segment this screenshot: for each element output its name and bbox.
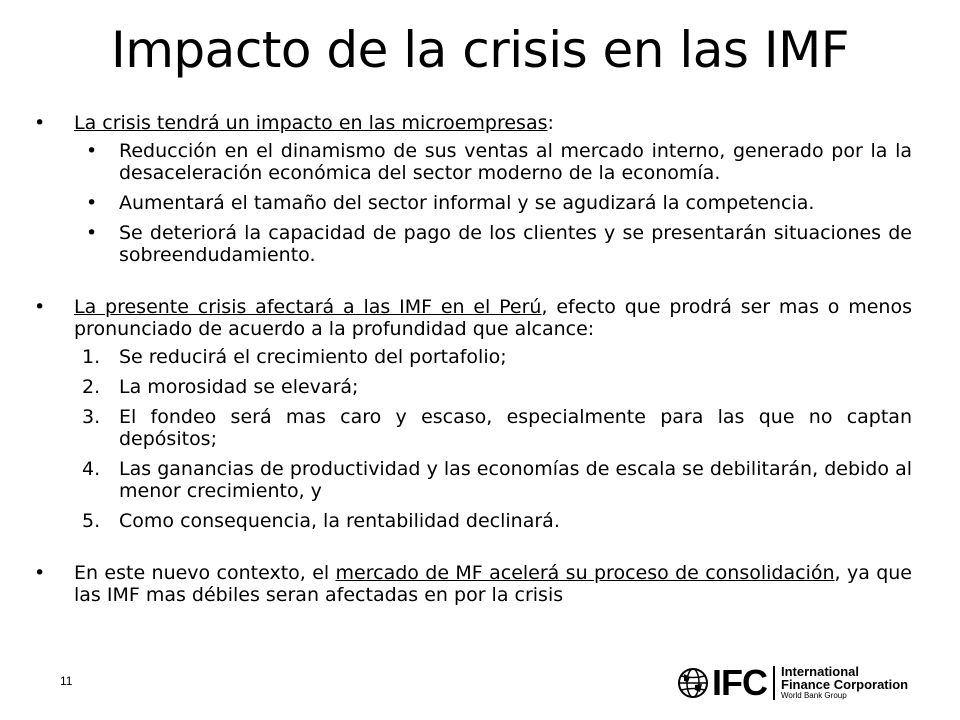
page-number: 11	[60, 674, 73, 688]
sub-bullet-marker: •	[86, 222, 98, 244]
bullet-lead-underlined: La crisis tendrá un impacto en las microempresas	[74, 112, 548, 134]
numbered-item	[74, 406, 912, 450]
bullet-marker: •	[34, 562, 46, 584]
slide-title: Impacto de la crisis en las IMF	[110, 21, 849, 79]
logo-divider	[773, 666, 775, 700]
sub-bullet-marker: •	[86, 140, 98, 162]
numbered-item	[74, 346, 912, 368]
bullet-lead-suffix: , efecto que prodrá ser mas o menos pronunciado de acuerdo a la profundidad que alcance:	[74, 296, 912, 340]
item-number: 2.	[82, 376, 101, 398]
item-number: 1.	[82, 346, 101, 368]
logo-text	[781, 665, 908, 701]
bullet-marker: •	[34, 296, 46, 318]
item-text: El fondeo será mas caro y escaso, especialmente para las que no captan depósitos;	[119, 406, 912, 450]
sub-bullet-item	[74, 192, 912, 214]
sub-bullet-marker: •	[86, 192, 98, 214]
bullet-marker: •	[34, 112, 46, 134]
item-number: 3.	[82, 406, 101, 428]
numbered-item	[74, 510, 912, 532]
bullet-consolidacion	[34, 562, 912, 606]
logo-line-2: Finance Corporation	[781, 677, 909, 692]
item-text: La morosidad se elevará;	[119, 376, 359, 398]
slide-content	[34, 112, 912, 606]
ifc-wordmark: IFC	[712, 662, 767, 703]
item-number: 4.	[82, 458, 101, 480]
numbered-item	[74, 376, 912, 398]
ifc-logo	[678, 662, 908, 704]
item-text: Las ganancias de productividad y las economías de escala se debilitarán, debido al menor crecimiento, y	[119, 458, 912, 502]
logo-line-3: World Bank Group	[781, 691, 847, 700]
bullet-lead-suffix: :	[547, 112, 554, 134]
item-number: 5.	[82, 510, 101, 532]
sub-bullet-item	[74, 222, 912, 266]
bullet-underlined: mercado de MF acelerá su proceso de consolidación	[335, 562, 835, 584]
sub-bullet-text: Reducción en el dinamismo de sus ventas al mercado interno, generado por la la desaceleración económica del sector moderno de la economía.	[119, 140, 912, 184]
bullet-suffix: , ya que las IMF mas débiles seran afectadas en por la crisis	[74, 562, 912, 606]
logo-line-1: International	[781, 664, 860, 679]
numbered-item	[74, 458, 912, 502]
bullet-microempresas	[34, 112, 912, 134]
bullet-prefix: En este nuevo contexto, el	[74, 562, 336, 584]
item-text: Se reducirá el crecimiento del portafolio;	[119, 346, 507, 368]
bullet-crisis-imf	[34, 296, 912, 340]
item-text: Como consequencia, la rentabilidad declinará.	[119, 510, 560, 532]
sub-bullet-text: Se deteriorá la capacidad de pago de los clientes y se presentarán situaciones de sobreendudamiento.	[119, 222, 912, 266]
numbered-list	[34, 346, 912, 532]
bullet-lead-underlined: La presente crisis afectará a las IMF en el Perú	[74, 296, 542, 318]
sub-bullet-text: Aumentará el tamaño del sector informal y se agudizará la competencia.	[119, 192, 815, 214]
sub-bullet-list	[34, 140, 912, 266]
sub-bullet-item	[74, 140, 912, 184]
globe-icon	[678, 668, 708, 698]
